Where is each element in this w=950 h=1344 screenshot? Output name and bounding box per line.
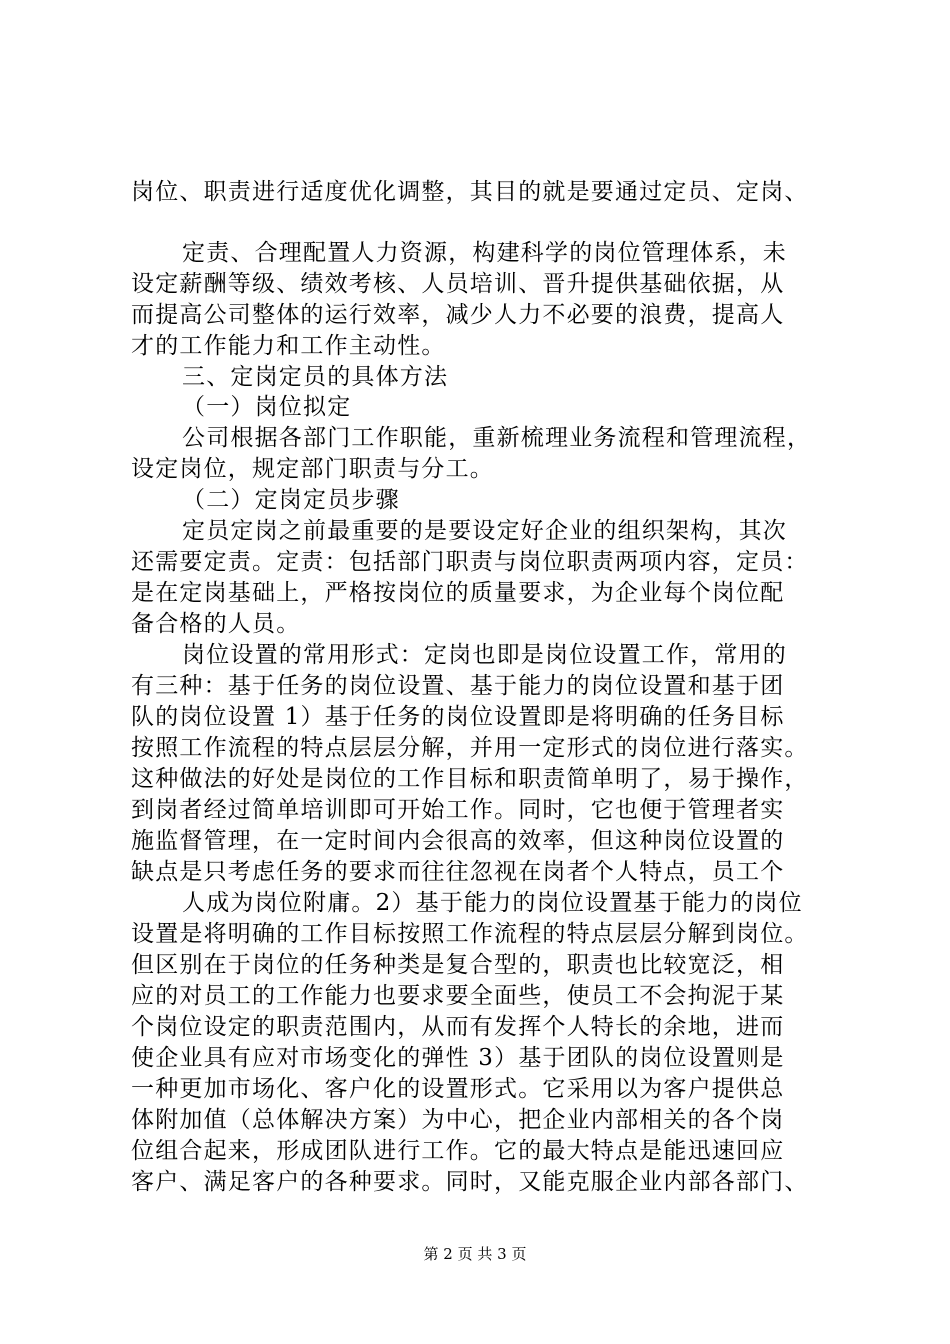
text-line-16: 有三种：基于任务的岗位设置、基于能力的岗位设置和基于团 <box>131 673 785 699</box>
text-line-13: 是在定岗基础上，严格按岗位的质量要求，为企业每个岗位配 <box>131 580 785 606</box>
text-line-29: 一种更加市场化、客户化的设置形式。它采用以为客户提供总 <box>131 1076 785 1102</box>
text-line-3: 设定薪酬等级、绩效考核、人员培训、晋升提供基础依据，从 <box>131 271 785 297</box>
text-line-9: 设定岗位，规定部门职责与分工。 <box>131 456 494 482</box>
text-line-26: 应的对员工的工作能力也要求要全面些，使员工不会拘泥于某 <box>131 983 785 1009</box>
text-line-15: 岗位设置的常用形式：定岗也即是岗位设置工作，常用的 <box>182 642 787 668</box>
text-line-14: 备合格的人员。 <box>131 611 301 637</box>
text-line-31: 位组合起来，形成团队进行工作。它的最大特点是能迅速回应 <box>131 1138 785 1164</box>
text-line-23: 人成为岗位附庸。2）基于能力的岗位设置基于能力的岗位 <box>182 890 803 916</box>
text-line-18: 按照工作流程的特点层层分解，并用一定形式的岗位进行落实。 <box>131 735 809 761</box>
text-line-19: 这种做法的好处是岗位的工作目标和职责简单明了，易于操作， <box>131 766 809 792</box>
text-line-17: 队的岗位设置 1）基于任务的岗位设置即是将明确的任务目标 <box>131 704 785 730</box>
text-line-25: 但区别在于岗位的任务种类是复合型的，职责也比较宽泛，相 <box>131 952 785 978</box>
text-line-22: 缺点是只考虑任务的要求而往往忽视在岗者个人特点，员工个 <box>131 859 785 885</box>
text-line-12: 还需要定责。定责：包括部门职责与岗位职责两项内容，定员： <box>131 549 809 575</box>
text-line-8: 公司根据各部门工作职能，重新梳理业务流程和管理流程， <box>182 425 812 451</box>
text-line-21: 施监督管理，在一定时间内会很高的效率，但这种岗位设置的 <box>131 828 785 854</box>
text-line-4: 而提高公司整体的运行效率，减少人力不必要的浪费，提高人 <box>131 302 785 328</box>
text-line-24: 设置是将明确的工作目标按照工作流程的特点层层分解到岗位。 <box>131 921 809 947</box>
text-line-28: 使企业具有应对市场变化的弹性 3）基于团队的岗位设置则是 <box>131 1045 785 1071</box>
text-line-5: 才的工作能力和工作主动性。 <box>131 333 446 359</box>
text-line-1: 岗位、职责进行适度优化调整，其目的就是要通过定员、定岗、 <box>131 179 809 205</box>
page-number-footer: 第 2 页 共 3 页 <box>423 1245 527 1263</box>
section-heading-3: 三、定岗定员的具体方法 <box>182 364 449 390</box>
text-line-2: 定责、合理配置人力资源，构建科学的岗位管理体系，未 <box>182 240 787 266</box>
text-line-30: 体附加值（总体解决方案）为中心，把企业内部相关的各个岗 <box>131 1107 785 1133</box>
text-line-11: 定员定岗之前最重要的是要设定好企业的组织架构，其次 <box>182 518 787 544</box>
text-line-27: 个岗位设定的职责范围内，从而有发挥个人特长的余地，进而 <box>131 1014 785 1040</box>
subheading-2: （二）定岗定员步骤 <box>182 487 400 513</box>
text-line-20: 到岗者经过简单培训即可开始工作。同时，它也便于管理者实 <box>131 797 785 823</box>
subheading-1: （一）岗位拟定 <box>182 394 352 420</box>
text-line-32: 客户、满足客户的各种要求。同时，又能克服企业内部各部门、 <box>131 1169 809 1195</box>
